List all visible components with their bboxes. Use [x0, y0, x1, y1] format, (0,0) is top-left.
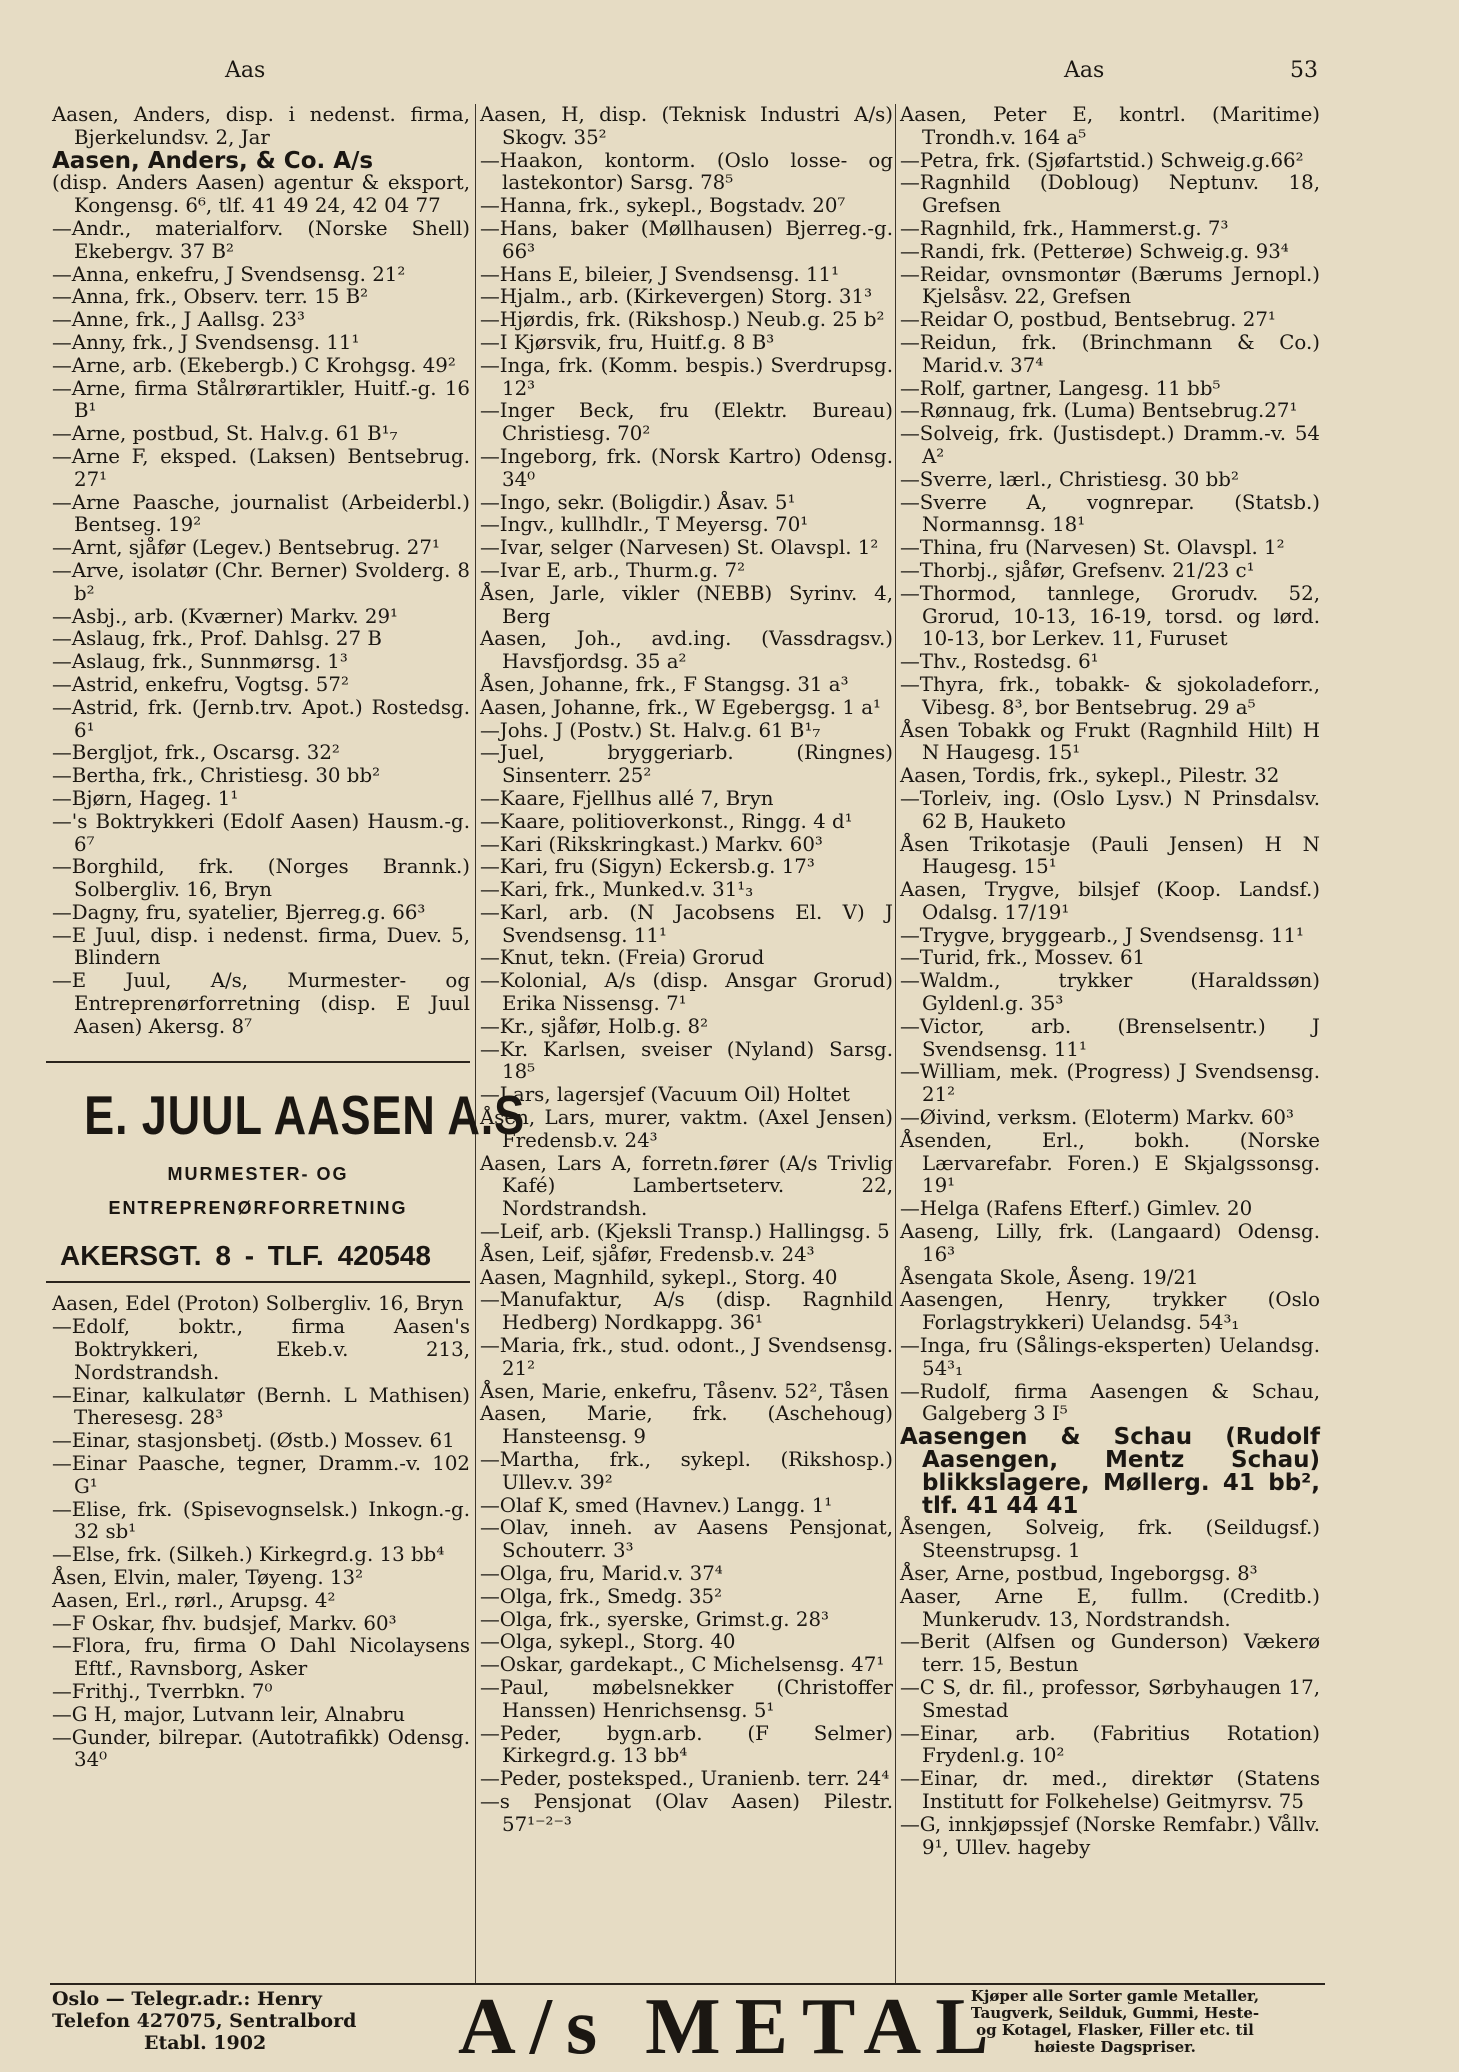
running-head-right: Aas	[1064, 58, 1105, 83]
directory-entry: —Olav, inneh. av Aasens Pensjonat, Schouterr. 3³	[480, 1516, 893, 1563]
directory-entry: —Hans E, bileier, J Svendsensg. 11¹	[480, 262, 840, 286]
directory-entry: Aasen, Joh., avd.ing. (Vassdragsv.) Havsfjordsg. 35 a²	[480, 627, 893, 674]
footer-line-3: Etabl. 1902	[144, 2032, 267, 2054]
entry-list	[480, 104, 893, 1837]
directory-entry: Aasen, Erl., rørl., Arupsg. 4²	[52, 1588, 336, 1612]
entry-list	[52, 1293, 470, 1772]
directory-entry: —Johs. J (Postv.) St. Halv.g. 61 B¹₇	[480, 718, 821, 742]
directory-entry: —Sverre, lærl., Christiesg. 30 bb²	[900, 467, 1239, 491]
footer-line-1: Oslo — Telegr.adr.: Henry	[52, 1988, 322, 2010]
directory-entry: —Olga, fru, Marid.v. 37⁴	[480, 1562, 723, 1585]
directory-entry: —Martha, frk., sykepl. (Rikshosp.) Ullev.v. 39²	[480, 1448, 893, 1494]
directory-entry: —Bjørn, Hageg. 1¹	[52, 786, 239, 810]
directory-entry: —Paul, møbelsnekker (Christoffer Hanssen) Henrichsensg. 5¹	[480, 1675, 893, 1722]
directory-entry: Åsen Trikotasje (Pauli Jensen) H N Haugesg. 15¹	[900, 832, 1320, 879]
column-rule	[475, 104, 476, 1984]
directory-entry: Aasen, Edel (Proton) Solbergliv. 16, Bryn	[52, 1292, 464, 1316]
directory-entry: —Thorbj., sjåfør, Grefsenv. 21/23 c¹	[900, 558, 1255, 582]
column-1	[52, 103, 525, 1772]
directory-entry: —Randi, frk. (Petterøe) Schweig.g. 93⁴	[900, 239, 1289, 263]
directory-entry: —Juel, bryggeriarb. (Ringnes) Sinsenterr. 25²	[480, 741, 893, 788]
directory-entry: —Kr., sjåfør, Holb.g. 8²	[480, 1014, 709, 1038]
column-2	[480, 104, 893, 1837]
directory-entry: —Berit (Alfsen og Gunderson) Vækerø terr. 15, Bestun	[900, 1630, 1320, 1677]
directory-entry: —Arne, arb. (Ekebergb.) C Krohgsg. 49²	[52, 353, 456, 377]
directory-entry: Åsen, Elvin, maler, Tøyeng. 13²	[52, 1566, 364, 1590]
directory-entry: Åsen, Leif, sjåfør, Fredensb.v. 24³	[480, 1242, 815, 1266]
footer-ad-line: Taugverk, Seilduk, Gummi, Heste-	[970, 2004, 1260, 2022]
ad-line-1: MURMESTER- OG	[167, 1163, 349, 1184]
directory-entry: —G H, major, Lutvann leir, Alnabru	[52, 1702, 405, 1726]
directory-entry: Aasen, Marie, frk. (Aschehoug) Hansteensg. 9	[480, 1402, 893, 1449]
directory-entry: —Kaare, politioverkonst., Ringg. 4 d¹	[480, 809, 853, 833]
directory-entry: —Olga, frk., Smedg. 35²	[480, 1584, 723, 1608]
directory-entry: —Reidun, frk. (Brinchmann & Co.) Marid.v. 37⁴	[900, 330, 1320, 377]
directory-entry: —Inga, frk. (Komm. bespis.) Sverdrupsg. 12³	[480, 353, 893, 400]
directory-entry: —Arne, firma Stålrørartikler, Huitf.-g. 16 B¹	[52, 376, 470, 423]
directory-entry: —Torleiv, ing. (Oslo Lysv.) N Prinsdalsv. 62 B, Hauketo	[900, 786, 1320, 833]
directory-entry: —Arve, isolatør (Chr. Berner) Svolderg. 8 b²	[52, 558, 470, 605]
directory-entry: Aasengen, Henry, trykker (Oslo Forlagstrykkeri) Uelandsg. 54³₁	[900, 1288, 1320, 1335]
directory-entry: —Einar, kalkulatør (Bernh. L Mathisen) Theresesg. 28³	[52, 1383, 470, 1430]
directory-entry: —Thormod, tannlege, Grorudv. 52, Grorud, 10-13, 16-19, torsd. og lørd. 10-13, bor Lerkev. 11, Furuset	[900, 581, 1320, 651]
directory-entry: Aasen, Anders, & Co. A/s	[52, 147, 374, 174]
directory-entry: —Einar, stasjonsbetj. (Østb.) Mossev. 61	[52, 1429, 455, 1453]
directory-entry: —Reidar, ovnsmontør (Bærums Jernopl.) Kjelsåsv. 22, Grefsen	[900, 262, 1320, 309]
directory-entry: Åsen, Lars, murer, vaktm. (Axel Jensen) Fredensb.v. 24³	[480, 1106, 893, 1152]
directory-entry: —Ingo, sekr. (Boligdir.) Åsav. 5¹	[480, 490, 796, 514]
directory-entry: —Kaare, Fjellhus allé 7, Bryn	[480, 786, 774, 810]
directory-entry: Aaseng, Lilly, frk. (Langaard) Odensg. 16³	[900, 1220, 1320, 1266]
directory-entry: —Kari (Rikskringkast.) Markv. 60³	[480, 832, 823, 856]
directory-entry: —G, innkjøpssjef (Norske Remfabr.) Vållv. 9¹, Ullev. hageby	[900, 1812, 1320, 1859]
footer-ad-line: og Kotagel, Flasker, Filler etc. til	[976, 2021, 1254, 2039]
directory-entry: —Frithj., Tverrbkn. 7⁰	[52, 1680, 273, 1704]
directory-entry: —Anna, frk., Observ. terr. 15 B²	[52, 285, 369, 309]
directory-entry: —Else, frk. (Silkeh.) Kirkegrd.g. 13 bb⁴	[52, 1543, 445, 1567]
directory-entry: —Kari, frk., Munked.v. 31¹₃	[480, 878, 754, 902]
directory-entry: —Ragnhild, frk., Hammerst.g. 7³	[900, 216, 1229, 240]
advertisement-juul-aasen	[46, 1061, 525, 1284]
directory-entry: —Astrid, frk. (Jernb.trv. Apot.) Rostedsg. 6¹	[52, 695, 470, 742]
directory-entry: Aasen, H, disp. (Teknisk Industri A/s) Skogv. 35²	[480, 103, 893, 149]
directory-entry: —Sverre A, vognrepar. (Statsb.) Normannsg. 18¹	[900, 490, 1320, 537]
directory-entry: Aasengen & Schau (Rudolf Aasengen, Mentz Schau) blikkslagere, Møllerg. 41 bb², tlf. 41 44 41	[900, 1424, 1320, 1519]
directory-entry: —Thv., Rostedsg. 6¹	[900, 650, 1099, 674]
directory-entry: —Manufaktur, A/s (disp. Ragnhild Hedberg) Nordkappg. 36¹	[480, 1288, 893, 1335]
directory-entry: —Dagny, fru, syatelier, Bjerreg.g. 66³	[52, 900, 426, 924]
directory-entry: —Aslaug, frk., Prof. Dahlsg. 27 B	[52, 627, 382, 651]
footer-metal-logo: A/s METAL	[458, 1983, 1003, 2071]
directory-entry: —Leif, arb. (Kjeksli Transp.) Hallingsg. 5	[480, 1220, 890, 1244]
directory-entry: —Arne Paasche, journalist (Arbeiderbl.) Bentseg. 19²	[52, 490, 470, 537]
directory-entry: —Borghild, frk. (Norges Brannk.) Solbergliv. 16, Bryn	[52, 855, 470, 902]
directory-entry: —Hans, baker (Møllhausen) Bjerreg.-g. 66³	[480, 216, 893, 263]
directory-entry: —Reidar O, postbud, Bentsebrug. 27¹	[900, 308, 1276, 332]
directory-entry: —Ingv., kullhdlr., T Meyersg. 70¹	[480, 513, 809, 537]
directory-entry: —I Kjørsvik, fru, Huitf.g. 8 B³	[480, 330, 775, 354]
directory-entry: —Victor, arb. (Brenselsentr.) J Svendsensg. 11¹	[900, 1014, 1320, 1061]
directory-entry: —Bergljot, frk., Oscarsg. 32²	[52, 741, 340, 765]
directory-entry: —Peder, posteksped., Uranienb. terr. 24⁴	[480, 1767, 890, 1791]
directory-entry: —William, mek. (Progress) J Svendsensg. 21²	[900, 1060, 1320, 1107]
directory-entry: —s Pensjonat (Olav Aasen) Pilestr. 57¹⁻²⁻³	[480, 1789, 893, 1836]
directory-entry: —Maria, frk., stud. odont., J Svendsensg. 21²	[480, 1334, 893, 1380]
directory-entry: —Ingeborg, frk. (Norsk Kartro) Odensg. 34⁰	[480, 444, 893, 491]
directory-entry: —Hanna, frk., sykepl., Bogstadv. 20⁷	[480, 194, 846, 218]
directory-entry: Åsen, Jarle, vikler (NEBB) Syrinv. 4, Berg	[480, 581, 893, 628]
directory-entry: —Olaf K, smed (Havnev.) Langg. 1¹	[480, 1493, 833, 1517]
directory-entry: —Solveig, frk. (Justisdept.) Dramm.-v. 54 A²	[900, 422, 1320, 468]
directory-entry: —Bertha, frk., Christiesg. 30 bb²	[52, 764, 381, 788]
running-head-left: Aas	[225, 58, 266, 83]
ad-company-name: E. JUUL AASEN A.S	[84, 1083, 525, 1146]
directory-entry: —Asbj., arb. (Kværner) Markv. 29¹	[52, 604, 398, 628]
column-3	[900, 104, 1320, 1859]
entry-list	[52, 104, 470, 1039]
directory-entry: Aasen, Anders, disp. i nedenst. firma, Bjerkelundsv. 2, Jar	[52, 103, 470, 149]
directory-entry: —Waldm., trykker (Haraldssøn) Gyldenl.g. 35³	[900, 969, 1320, 1016]
footer-line-2: Telefon 427075, Sentralbord	[52, 2010, 357, 2032]
directory-entry: —Rolf, gartner, Langesg. 11 bb⁵	[900, 376, 1221, 400]
directory-entry: —Rudolf, firma Aasengen & Schau, Galgeberg 3 I⁵	[900, 1379, 1320, 1426]
directory-entry: —Arnt, sjåfør (Legev.) Bentsebrug. 27¹	[52, 536, 440, 560]
directory-entry: —C S, dr. fil., professor, Sørbyhaugen 17, Smestad	[900, 1675, 1320, 1722]
directory-entry: —Lars, lagersjef (Vacuum Oil) Holtet	[480, 1083, 850, 1107]
directory-entry: Aasen, Johanne, frk., W Egebergsg. 1 a¹	[480, 695, 881, 719]
directory-entry: —E Juul, disp. i nedenst. firma, Duev. 5, Blindern	[52, 923, 470, 970]
directory-entry: —Trygve, bryggearb., J Svendsensg. 11¹	[900, 923, 1304, 947]
directory-entry: —Kolonial, A/s (disp. Ansgar Grorud) Erika Nissensg. 7¹	[480, 969, 893, 1016]
directory-entry: —Edolf, boktr., firma Aasen's Boktrykkeri, Ekeb.v. 213, Nordstrandsh.	[52, 1315, 470, 1384]
directory-entry: —Anny, frk., J Svendsensg. 11¹	[52, 330, 360, 354]
directory-entry: —Knut, tekn. (Freia) Grorud	[480, 946, 765, 970]
directory-entry: —Peder, bygn.arb. (F Selmer) Kirkegrd.g. 13 bb⁴	[480, 1721, 893, 1768]
directory-entry: —Anne, frk., J Aallsg. 23³	[52, 308, 305, 332]
directory-entry: —Kr. Karlsen, sveiser (Nyland) Sarsg. 18⁵	[480, 1037, 893, 1084]
directory-entry: —Oskar, gardekapt., C Michelsensg. 47¹	[480, 1653, 885, 1677]
directory-entry: —Thyra, frk., tobakk- & sjokoladeforr., Vibesg. 8³, bor Bentsebrug. 29 a⁵	[900, 672, 1320, 719]
directory-entry: —Gunder, bilrepar. (Autotrafikk) Odensg. 34⁰	[52, 1725, 470, 1772]
directory-entry: —Petra, frk. (Sjøfartstid.) Schweig.g.66²	[900, 148, 1304, 172]
directory-entry: —Arne F, eksped. (Laksen) Bentsebrug. 27¹	[52, 444, 470, 491]
directory-entry: Åser, Arne, postbud, Ingeborgsg. 8³	[900, 1562, 1258, 1585]
directory-entry: —Olga, frk., syerske, Grimst.g. 28³	[480, 1607, 829, 1631]
directory-entry: —Ivar, selger (Narvesen) St. Olavspl. 1²	[480, 536, 879, 560]
footer-ad-line: høieste Dagspriser.	[1034, 2038, 1196, 2056]
page-number: 53	[1290, 58, 1318, 83]
directory-entry: Åsen Tobakk og Frukt (Ragnhild Hilt) H N Haugesg. 15¹	[900, 718, 1320, 765]
directory-entry: Aasen, Lars A, forretn.fører (A/s Trivlig Kafé) Lambertseterv. 22, Nordstrandsh.	[480, 1151, 893, 1221]
directory-entry: —Øivind, verksm. (Eloterm) Markv. 60³	[900, 1106, 1294, 1130]
directory-entry: —F Oskar, fhv. budsjef, Markv. 60³	[52, 1611, 397, 1635]
directory-entry: —Haakon, kontorm. (Oslo losse- og lastekontor) Sarsg. 78⁵	[480, 148, 893, 195]
directory-entry: —Inga, fru (Sålings-eksperten) Uelandsg. 54³₁	[900, 1334, 1320, 1380]
directory-entry: —Hjørdis, frk. (Rikshosp.) Neub.g. 25 b²	[480, 308, 885, 332]
directory-entry: —Einar, dr. med., direktør (Statens Institutt for Folkehelse) Geitmyrsv. 75	[900, 1767, 1320, 1813]
directory-entry: —Anna, enkefru, J Svendsensg. 21²	[52, 262, 406, 286]
directory-entry: —Flora, fru, firma O Dahl Nicolaysens Eftf., Ravnsborg, Asker	[52, 1634, 470, 1681]
directory-entry: —Einar, arb. (Fabritius Rotation) Frydenl.g. 10²	[900, 1721, 1320, 1768]
directory-entry: (disp. Anders Aasen) agentur & eksport, Kongensg. 6⁶, tlf. 41 49 24, 42 04 77	[52, 171, 470, 218]
directory-entry: —Inger Beck, fru (Elektr. Bureau) Christiesg. 70²	[480, 399, 893, 446]
directory-entry: Aasen, Peter E, kontrl. (Maritime) Trondh.v. 164 a⁵	[900, 103, 1320, 149]
directory-entry: —Thina, fru (Narvesen) St. Olavspl. 1²	[900, 536, 1285, 560]
directory-entry: Aasen, Magnhild, sykepl., Storg. 40	[480, 1265, 838, 1289]
directory-entry: —Rønnaug, frk. (Luma) Bentsebrug.27¹	[900, 399, 1298, 423]
directory-entry: —Ragnhild (Dobloug) Neptunv. 18, Grefsen	[900, 171, 1320, 218]
directory-entry: —E Juul, A/s, Murmester- og Entreprenørforretning (disp. E Juul Aasen) Akersg. 8⁷	[52, 969, 470, 1038]
directory-entry: —Astrid, enkefru, Vogtsg. 57²	[52, 672, 349, 696]
directory-entry: —Elise, frk. (Spisevognselsk.) Inkogn.-g. 32 sb¹	[52, 1497, 470, 1544]
entry-list	[900, 104, 1320, 1859]
directory-entry: —Karl, arb. (N Jacobsens El. V) J Svendsensg. 11¹	[480, 900, 893, 947]
directory-entry: Åsengen, Solveig, frk. (Seildugsf.) Steenstrupsg. 1	[900, 1516, 1320, 1563]
directory-entry: —Olga, sykepl., Storg. 40	[480, 1630, 736, 1654]
directory-entry: —Ivar E, arb., Thurm.g. 7²	[480, 558, 746, 582]
column-rule	[895, 104, 896, 1984]
directory-entry: Aaser, Arne E, fullm. (Creditb.) Munkerudv. 13, Nordstrandsh.	[900, 1584, 1320, 1631]
ad-line-2: ENTREPRENØRFORRETNING	[108, 1197, 408, 1218]
directory-entry: —Arne, postbud, St. Halv.g. 61 B¹₇	[52, 422, 398, 446]
directory-entry: Aasen, Tordis, frk., sykepl., Pilestr. 32	[900, 764, 1280, 788]
footer-contact	[52, 1988, 356, 2054]
directory-entry: —Helga (Rafens Efterf.) Gimlev. 20	[900, 1197, 1253, 1221]
directory-entry: —Kari, fru (Sigyn) Eckersb.g. 17³	[480, 855, 815, 879]
directory-entry: Åsenden, Erl., bokh. (Norske Lærvarefabr. Foren.) E Skjalgssonsg. 19¹	[900, 1128, 1320, 1198]
footer-ad-text	[915, 1988, 1315, 2056]
directory-entry: —Aslaug, frk., Sunnmørsg. 1³	[52, 650, 348, 674]
directory-entry: —Andr., materialforv. (Norske Shell) Ekebergv. 37 B²	[52, 216, 470, 263]
directory-entry: —Einar Paasche, tegner, Dramm.-v. 102 G¹	[52, 1452, 470, 1498]
directory-entry: —'s Boktrykkeri (Edolf Aasen) Hausm.-g. 6⁷	[52, 809, 470, 856]
footer-ad-line: Kjøper alle Sorter gamle Metaller,	[970, 1987, 1260, 2005]
directory-entry: —Turid, frk., Mossev. 61	[900, 946, 1146, 970]
directory-entry: Åsen, Marie, enkefru, Tåsenv. 52², Tåsen	[480, 1379, 889, 1403]
directory-entry: Åsengata Skole, Åseng. 19/21	[900, 1265, 1199, 1289]
directory-entry: —Hjalm., arb. (Kirkevergen) Storg. 31³	[480, 285, 873, 309]
ad-address: AKERSGT. 8 - TLF. 420548	[60, 1239, 432, 1271]
directory-entry: Åsen, Johanne, frk., F Stangsg. 31 a³	[480, 672, 849, 696]
directory-entry: Aasen, Trygve, bilsjef (Koop. Landsf.) Odalsg. 17/19¹	[900, 878, 1320, 924]
